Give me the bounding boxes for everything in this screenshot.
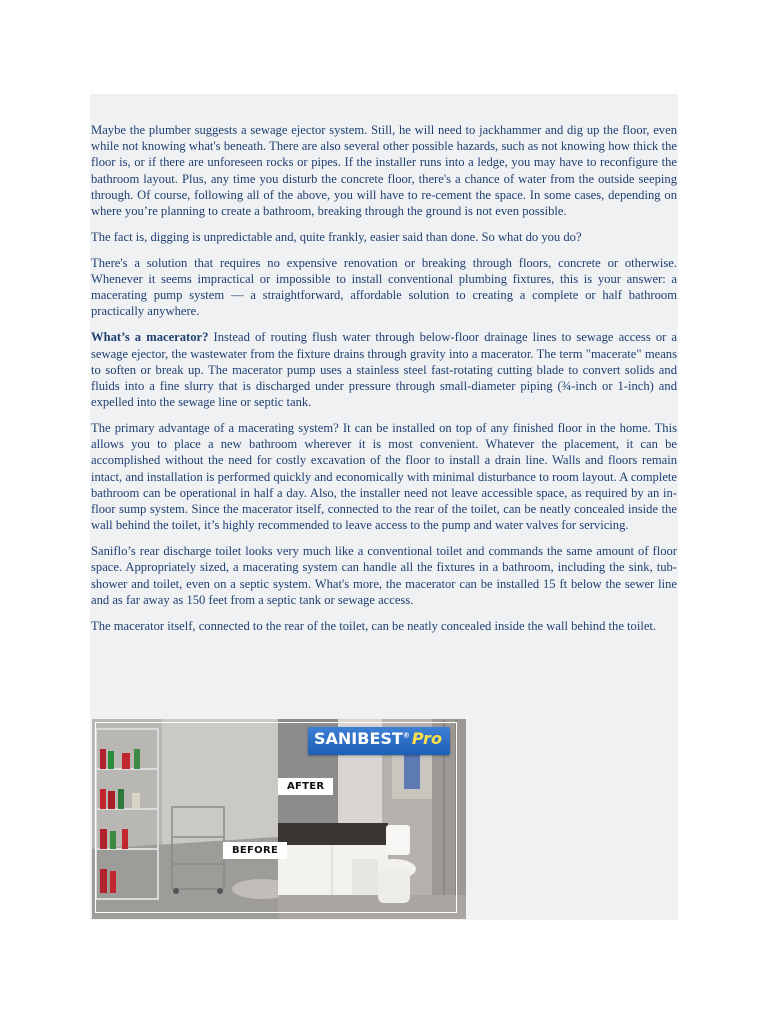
article-body	[91, 122, 677, 644]
paragraph-7: The macerator itself, connected to the rear of the toilet, can be neatly concealed inside the wall behind the toilet.	[91, 618, 657, 633]
paragraph-3: There's a solution that requires no expensive renovation or breaking through floors, concrete or otherwise. Whenever it seems impractical or impossible to install conventional plumbing fixtures, this is your answer: a macerating pump system — a straightforward, affordable solution to creating a complete or half bathroom practically anywhere.	[91, 255, 677, 319]
before-after-photo	[92, 719, 466, 919]
macerator-heading: What’s a macerator?	[91, 330, 209, 345]
paragraph-5: The primary advantage of a macerating system? It can be installed on top of any finished floor in the home. This allows you to place a new bathroom wherever it is most convenient. Whatever the placement, it can be accomplished without the need for costly excavation of the floor to install a drain line. Walls and floors remain intact, and installation is performed quickly and economically with minimal disturbance to room layout. A complete bathroom can be operational in half a day. Also, the installer need not leave accessible space, as required by an in-floor sump system. Since the macerator itself, connected to the rear of the toilet, can be neatly concealed inside the wall behind the toilet, it’s highly recommended to leave access to the pump and water valves for servicing.	[91, 421, 677, 533]
after-label: AFTER	[278, 778, 333, 795]
sanibest-pro-logo: SANIBEST® Pro	[308, 727, 450, 755]
paragraph-6: Saniflo’s rear discharge toilet looks very much like a conventional toilet and commands the same amount of floor space. Appropriately sized, a macerating system can handle all the fixtures in a bathroom, including the sink, tub-shower and toilet, even on a septic system. What's more, the macerator can be installed 15 ft below the sewer line and as far away as 150 feet from a septic tank or sewage access.	[91, 544, 677, 607]
paragraph-4	[91, 329, 677, 410]
before-label: BEFORE	[223, 842, 287, 859]
paragraph-1: Maybe the plumber suggests a sewage ejector system. Still, he will need to jackhammer and dig up the floor, even while not knowing what's beneath. There are also several other possible hazards, such as not knowing how thick the floor is, or if there are unforeseen rocks or pipes. If the installer runs into a ledge, you may have to reconfigure the bathroom layout. Plus, any time you disturb the concrete floor, there's a chance of water from the outside seeping through. Of course, following all of the above, you will have to re-cement the space. In some cases, depending on where you’re planning to create a bathroom, breaking through the ground is not even possible.	[91, 123, 677, 219]
paragraph-2: The fact is, digging is unpredictable and, quite frankly, easier said than done. So what do you do?	[91, 229, 582, 244]
paragraph-4-body: Instead of routing flush water through below-floor drainage lines to sewage access or a sewage ejector, the wastewater from the fixture drains through gravity into a macerator. The term "macerate" means to soften or break up. The macerator pump uses a stainless steel fast-rotating cutting blade to convert solids and fluids into a fine slurry that is discharged under pressure through small-diameter piping (¾-inch or 1-inch) and expelled into the sewage line or septic tank.	[91, 330, 677, 410]
